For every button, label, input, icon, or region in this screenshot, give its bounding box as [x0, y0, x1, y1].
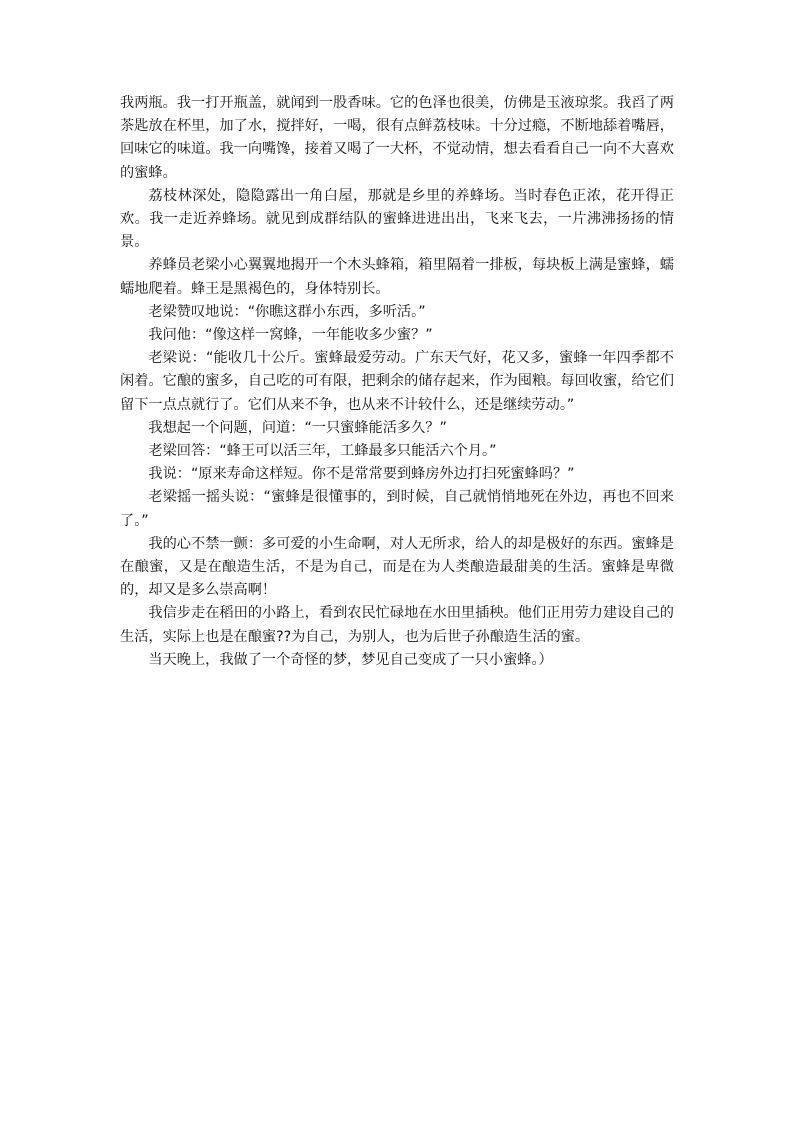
paragraph-dialogue: 老梁摇一摇头说：“蜜蜂是很懂事的，到时候，自己就悄悄地死在外边，再也不回来了。” [120, 489, 674, 529]
paragraph-bee-farm: 荔枝林深处，隐隐露出一角白屋，那就是乡里的养蜂场。当时春色正浓，花开得正欢。我一走近养蜂场。就见到成群结队的蜜蜂进进出出，飞来飞去，一片沸沸扬扬的情景。 [120, 187, 674, 251]
paragraph-dialogue: 老梁赞叹地说：“你瞧这群小东西，多听活。” [148, 303, 426, 320]
paragraph-beehive: 养蜂员老梁小心翼翼地揭开一个木头蜂箱，箱里隔着一排板，每块板上满是蜜蜂，蠕蠕地爬着。蜂王是黑褐色的，身体特别长。 [120, 257, 674, 297]
paragraph-opening: 我两瓶。我一打开瓶盖，就闻到一股香味。它的色泽也很美，仿佛是玉液琼浆。我舀了两茶匙放在杯里，加了水，搅拌好，一喝，很有点鲜荔枝味。十分过瘾，不断地舔着嘴唇，回味它的味道。我一向嘴馋，接着又喝了一大杯，不觉动情，想去看看自己一向不大喜欢的蜜蜂。 [120, 95, 674, 181]
paragraph-rice-field: 我信步走在稻田的小路上，看到农民忙碌地在水田里插秧。他们正用劳力建设自己的生活，实际上也是在酿蜜??为自己，为别人，也为后世子孙酿造生活的蜜。 [120, 605, 674, 645]
document-body [120, 92, 674, 672]
paragraph-dialogue: 我想起一个问题，问道：“一只蜜蜂能活多久？” [148, 419, 447, 436]
paragraph-reflection: 我的心不禁一颤：多可爱的小生命啊，对人无所求，给人的却是极好的东西。蜜蜂是在酿蜜，又是在酿造生活，不是为自己，而是在为人类酿造最甜美的生活。蜜蜂是卑微的，却又是多么崇高啊！ [120, 535, 674, 599]
paragraph-dialogue: 我问他：“像这样一窝蜂，一年能收多少蜜？” [148, 327, 433, 344]
paragraph-closing: 当天晚上，我做了一个奇怪的梦，梦见自己变成了一只小蜜蜂。） [148, 651, 553, 668]
paragraph-dialogue: 我说：“原来寿命这样短。你不是常常要到蜂房外边打扫死蜜蜂吗？” [148, 466, 575, 483]
paragraph-dialogue: 老梁回答：“蜂王可以活三年，工蜂最多只能活六个月。” [148, 443, 497, 460]
paragraph-dialogue: 老梁说：“能收几十公斤。蜜蜂最爱劳动。广东天气好，花又多，蜜蜂一年四季都不闲着。它酿的蜜多，自己吃的可有限，把剩余的储存起来，作为囤粮。每回收蜜，给它们留下一点点就行了。它们从来不争，也从来不计较什么，还是继续劳动。” [120, 350, 674, 413]
